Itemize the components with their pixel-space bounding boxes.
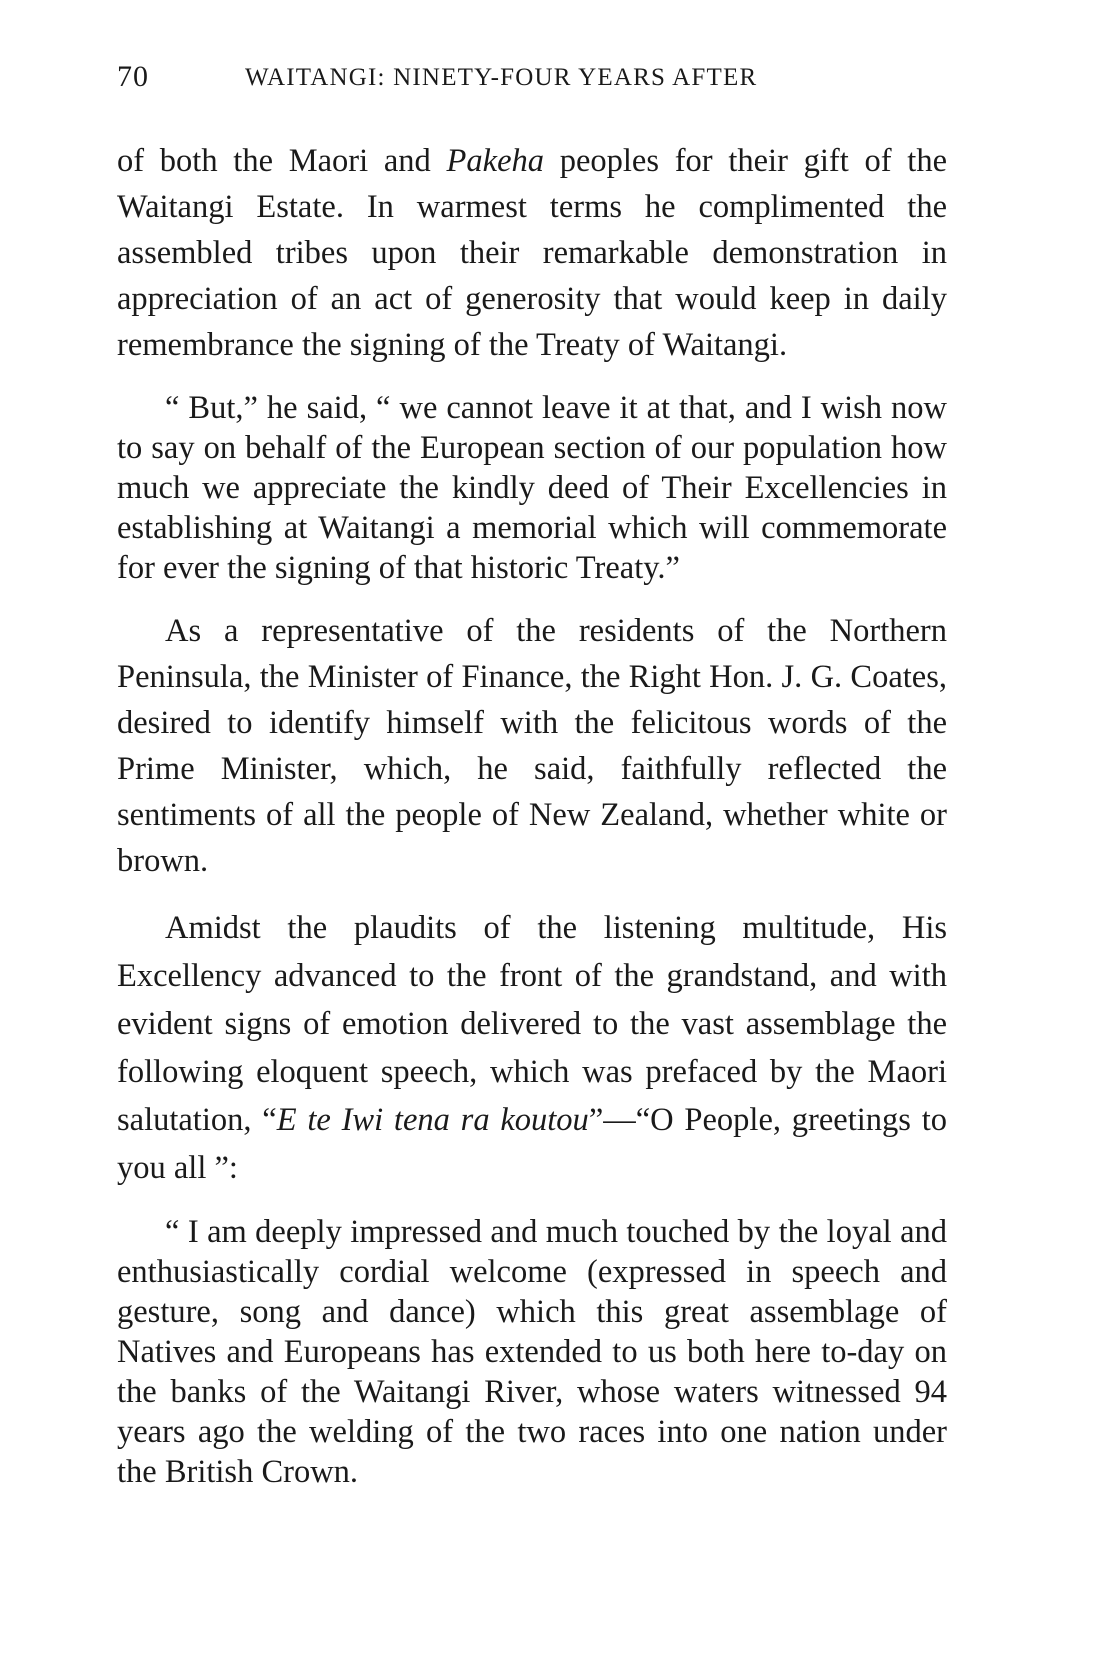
italic-term: Pakeha <box>446 143 544 179</box>
running-head <box>117 60 877 100</box>
paragraph-his-excellency <box>117 904 947 1192</box>
paragraph-text: of both the Maori and <box>117 143 447 179</box>
paragraph-quote-but: “ But,” he said, “ we cannot leave it at that, and I wish now to say on behalf of the European section of our population how much we appreciate the kindly deed of Their Excellencies in establishing at Waitangi a memorial which will commemorate for ever the signing of that historic Treaty.” <box>117 390 947 586</box>
paragraph-text: Amidst the plaudits of the listening multitude, His Excellency advanced to the front of the grandstand, and with evident signs of emotion delivered to the vast assemblage the following eloquent speech, which was prefaced by the Maori salutation, “ <box>117 910 947 1138</box>
paragraph-speech-opening: “ I am deeply impressed and much touched by the loyal and enthusiastically cordial welcome (expressed in speech and gesture, song and dance) which this great assemblage of Natives and Europeans has extended to us both here to-day on the banks of the Waitangi River, whose waters witnessed 94 years ago the welding of the two races into one nation under the British Crown. <box>117 1214 947 1490</box>
paragraph-text: ”—“O People, greetings to you all ”: <box>117 1102 947 1186</box>
maori-salutation: E te Iwi tena ra koutou <box>276 1102 589 1138</box>
paragraph-continuation <box>117 138 947 368</box>
paragraph-text: peoples for their gift of the Waitangi Estate. In warmest terms he complimented the assembled tribes upon their remarkable demonstration in appreciation of an act of generosity that would keep in daily remembrance the signing of the Treaty of Waitangi. <box>117 143 947 363</box>
paragraph-minister-of-finance: As a representative of the residents of the Northern Peninsula, the Minister of Finance, the Right Hon. J. G. Coates, desired to identify himself with the felicitous words of the Prime Minister, which, he said, faithfully reflected the sentiments of all the people of New Zealand, whether white or brown. <box>117 613 947 879</box>
body-text <box>117 138 947 1512</box>
running-title: WAITANGI: NINETY-FOUR YEARS AFTER <box>245 64 758 91</box>
page-number: 70 <box>117 60 149 93</box>
